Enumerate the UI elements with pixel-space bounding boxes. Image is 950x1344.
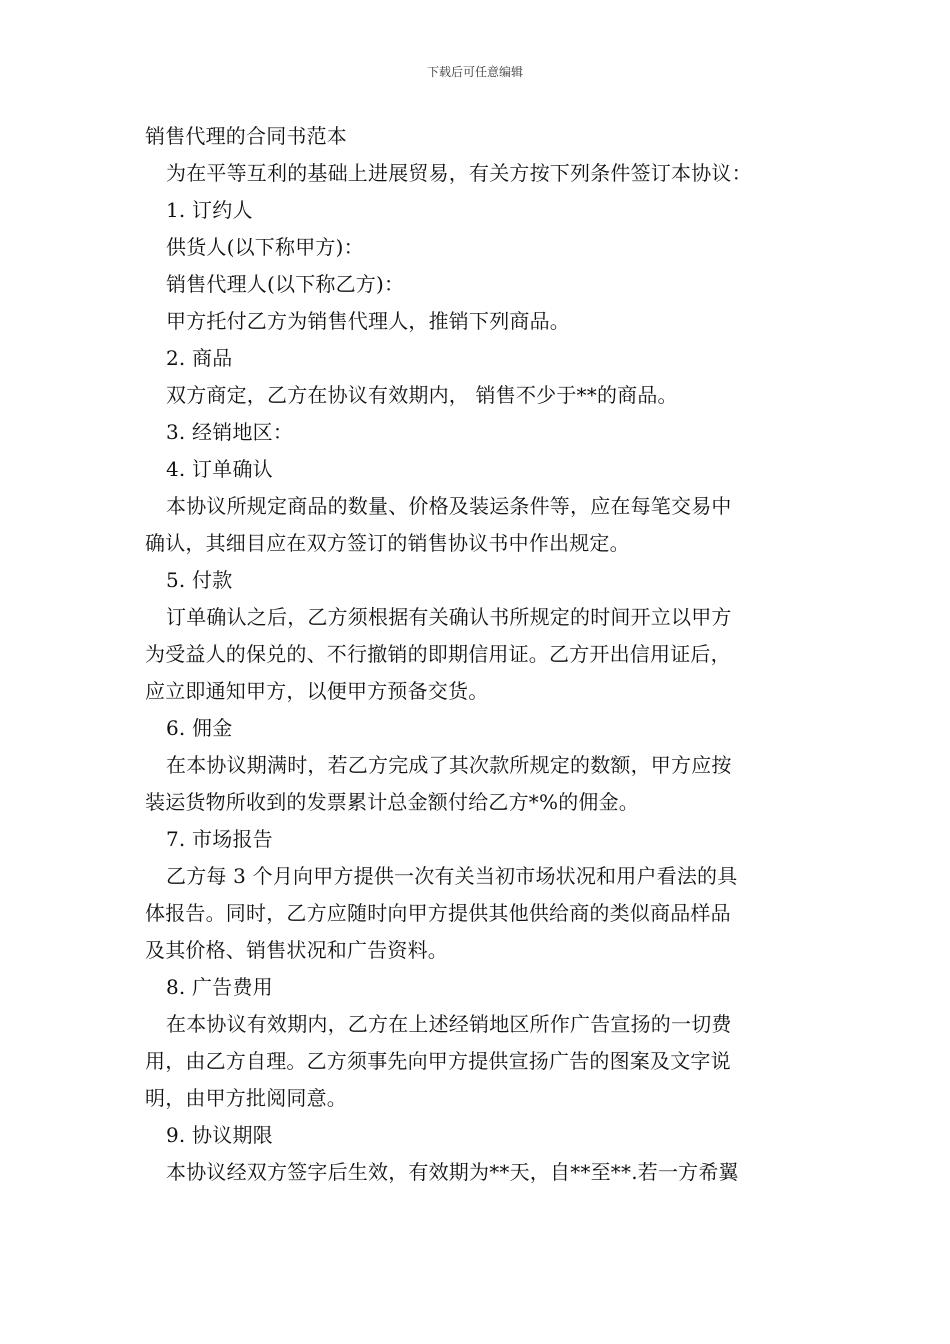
- section-heading-6: 6. 佣金: [166, 716, 233, 740]
- order-paragraph-line-1: 本协议所规定商品的数量、价格及装运条件等，应在每笔交易中: [166, 494, 732, 518]
- document-body: [145, 118, 810, 1191]
- commission-paragraph-line-2: 装运货物所收到的发票累计总金额付给乙方*%的佣金。: [145, 790, 640, 814]
- advert-paragraph-line-3: 明，由甲方批阅同意。: [145, 1086, 347, 1110]
- advert-paragraph-line-2: 用，由乙方自理。乙方须事先向甲方提供宣扬广告的图案及文字说: [145, 1049, 731, 1073]
- section-heading-2: 2. 商品: [166, 346, 233, 370]
- section-heading-1: 1. 订约人: [166, 198, 253, 222]
- section-heading-4: 4. 订单确认: [166, 457, 273, 481]
- report-paragraph-line-2: 体报告。同时，乙方应随时向甲方提供其他供给商的类似商品样品: [145, 901, 731, 925]
- order-paragraph-line-2: 确认，其细目应在双方签订的销售协议书中作出规定。: [145, 531, 630, 555]
- payment-paragraph-line-3: 应立即通知甲方，以便甲方预备交货。: [145, 679, 489, 703]
- section-heading-9: 9. 协议期限: [166, 1123, 273, 1147]
- payment-paragraph-line-2: 为受益人的保兑的、不行撤销的即期信用证。乙方开出信用证后，: [145, 642, 731, 666]
- payment-paragraph-line-1: 订单确认之后，乙方须根据有关确认书所规定的时间开立以甲方: [166, 605, 732, 629]
- page-header-note: 下载后可任意编辑: [426, 65, 523, 79]
- advert-paragraph-line-1: 在本协议有效期内，乙方在上述经销地区所作广告宣扬的一切费: [166, 1012, 732, 1036]
- commission-paragraph-line-1: 在本协议期满时，若乙方完成了其次款所规定的数额，甲方应按: [166, 753, 732, 777]
- entrust-line: 甲方托付乙方为销售代理人，推销下列商品。: [166, 309, 570, 333]
- section-heading-8: 8. 广告费用: [166, 975, 273, 999]
- goods-paragraph: 双方商定，乙方在协议有效期内， 销售不少于**的商品。: [166, 383, 678, 407]
- document-title: 销售代理的合同书范本: [145, 124, 347, 148]
- report-paragraph-line-3: 及其价格、销售状况和广告资料。: [145, 938, 448, 962]
- section-heading-3: 3. 经销地区：: [166, 420, 294, 444]
- section-heading-7: 7. 市场报告: [166, 827, 273, 851]
- supplier-line: 供货人(以下称甲方)：: [166, 235, 364, 259]
- report-paragraph-line-1: 乙方每 3 个月向甲方提供一次有关当初市场状况和用户看法的具: [166, 864, 738, 888]
- section-heading-5: 5. 付款: [166, 568, 233, 592]
- intro-paragraph: 为在平等互利的基础上进展贸易，有关方按下列条件签订本协议：: [166, 161, 752, 185]
- agent-line: 销售代理人(以下称乙方)：: [166, 272, 405, 296]
- term-paragraph-line-1: 本协议经双方签字后生效，有效期为**天，自**至**.若一方希翼: [166, 1160, 739, 1184]
